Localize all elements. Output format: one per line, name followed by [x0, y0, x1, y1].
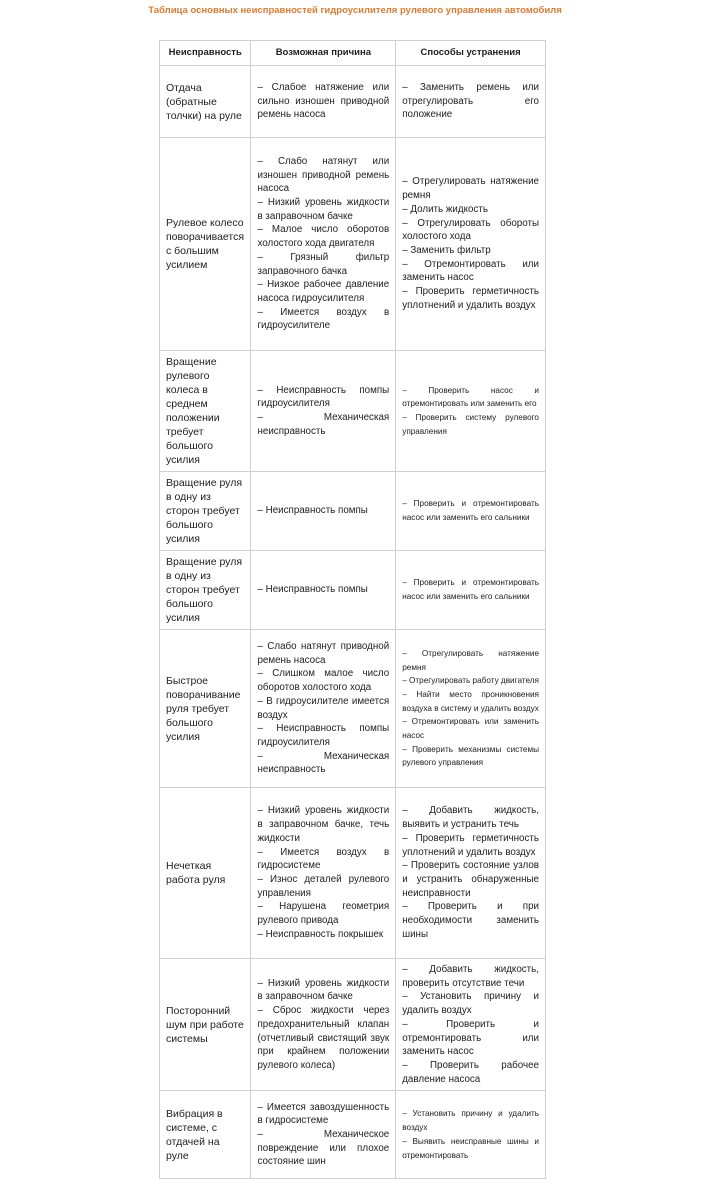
- fault-cell: Вращение рулевого колеса в среднем положении требует большого усилия: [160, 351, 251, 472]
- cause-line: – Имеется воздух в гидросистеме: [257, 846, 390, 872]
- fix-cell: [396, 630, 546, 788]
- fix-line: – Проверить и при необходимости заменить шины: [402, 901, 539, 940]
- header-cause: Возможная причина: [251, 41, 396, 66]
- fix-line: – Отрегулировать натяжение ремня: [402, 648, 539, 672]
- fix-line: – Отрегулировать натяжение ремня: [402, 176, 539, 202]
- fix-line: – Проверить и отремонтировать насос или заменить его сальники: [402, 578, 539, 601]
- fault-cell: Посторонний шум при работе системы: [160, 959, 251, 1091]
- cause-line: – Имеется воздух в гидроусилителе: [257, 306, 390, 332]
- cause-line: – В гидроусилителе имеется воздух: [257, 695, 390, 721]
- cause-line: – Грязный фильтр заправочного бачка: [257, 251, 390, 277]
- cause-line: – Неисправность помпы: [257, 584, 368, 596]
- fix-line: – Заменить фильтр: [402, 245, 491, 256]
- cause-cell: [251, 959, 396, 1091]
- table-row: [160, 1091, 546, 1179]
- fault-cell: Рулевое колесо поворачивается с большим усилием: [160, 138, 251, 351]
- cause-line: – Низкое рабочее давление насоса гидроусилителя: [257, 279, 390, 304]
- fix-line: – Добавить жидкость, выявить и устранить течь: [402, 805, 539, 831]
- fault-cell: Вибрация в системе, с отдачей на руле: [160, 1091, 251, 1179]
- fix-line: – Проверить герметичность уплотнений и удалить воздух: [402, 832, 539, 858]
- table-row: [160, 66, 546, 138]
- cause-line: – Механическая неисправность: [257, 412, 390, 437]
- cause-line: – Имеется завоздушенность в гидросистеме: [257, 1101, 390, 1127]
- fix-line: – Добавить жидкость, проверить отсутствие течи: [402, 964, 539, 989]
- fix-line: – Выявить неисправные шины и отремонтировать: [402, 1136, 539, 1160]
- fix-line: – Проверить и отремонтировать насос или заменить его сальники: [402, 499, 539, 522]
- cause-cell: [251, 66, 396, 138]
- fix-line: – Проверить рабочее давление насоса: [402, 1059, 539, 1085]
- cause-line: – Слабое натяжение или сильно изношен приводной ремень насоса: [257, 81, 390, 121]
- fix-cell: [396, 788, 546, 959]
- cause-cell: [251, 551, 396, 630]
- fix-line: – Проверить и отремонтировать или заменить насос: [402, 1018, 539, 1058]
- table-row: [160, 472, 546, 551]
- table-row: [160, 788, 546, 959]
- fix-line: – Долить жидкость: [402, 203, 488, 215]
- cause-cell: [251, 1091, 396, 1179]
- fix-line: – Проверить герметичность уплотнений и удалить воздух: [402, 286, 539, 311]
- cause-cell: [251, 630, 396, 788]
- cause-line: – Неисправность помпы: [257, 505, 368, 517]
- fault-cell: Нечеткая работа руля: [160, 788, 251, 959]
- cause-line: – Малое число оборотов холостого хода двигателя: [257, 224, 390, 250]
- cause-line: – Низкий уровень жидкости в заправочном бачке, течь жидкости: [257, 805, 390, 844]
- fix-line: – Установить причину и удалить воздух: [402, 991, 539, 1017]
- cause-cell: [251, 472, 396, 551]
- header-fix: Способы устранения: [396, 41, 546, 66]
- fault-cell: Отдача (обратные толчки) на руле: [160, 66, 251, 138]
- header-fault: Неисправность: [160, 41, 251, 66]
- table-row: [160, 959, 546, 1091]
- fix-line: – Отремонтировать или заменить насос: [402, 258, 539, 284]
- fix-cell: [396, 959, 546, 1091]
- cause-line: – Механическое повреждение или плохое состояние шин: [257, 1128, 390, 1168]
- fix-line: – Проверить механизмы системы рулевого управления: [402, 744, 539, 768]
- table-header-row: [160, 41, 546, 66]
- fix-line: – Проверить состояние узлов и устранить обнаруженные неисправности: [402, 860, 539, 899]
- fix-cell: [396, 138, 546, 351]
- fix-cell: [396, 351, 546, 472]
- fault-cell: Вращение руля в одну из сторон требует большого усилия: [160, 472, 251, 551]
- cause-line: – Нарушена геометрия рулевого привода: [257, 901, 390, 927]
- fault-cell: Быстрое поворачивание руля требует большого усилия: [160, 630, 251, 788]
- fix-line: – Отрегулировать работу двигателя: [402, 676, 539, 686]
- fix-cell: [396, 1091, 546, 1179]
- cause-line: – Неисправность покрышек: [257, 928, 384, 940]
- cause-cell: [251, 788, 396, 959]
- faults-table: [159, 40, 546, 1179]
- page-title: Таблица основных неисправностей гидроусилителя рулевого управления автомобиля: [148, 5, 562, 16]
- table-row: [160, 551, 546, 630]
- fix-line: – Найти место проникновения воздуха в систему и удалить воздух: [402, 689, 539, 713]
- cause-line: – Сброс жидкости через предохранительный клапан (отчетливый свистящий звук при крайнем положении рулевого колеса): [257, 1005, 390, 1071]
- fault-cell: Вращение руля в одну из сторон требует большого усилия: [160, 551, 251, 630]
- cause-line: – Низкий уровень жидкости в заправочном бачке: [257, 197, 390, 222]
- cause-line: – Слабо натянут или изношен приводной ремень насоса: [257, 155, 390, 195]
- fix-line: – Установить причину и удалить воздух: [402, 1109, 539, 1133]
- fix-cell: [396, 472, 546, 551]
- table-row: [160, 630, 546, 788]
- cause-cell: [251, 351, 396, 472]
- cause-line: – Неисправность помпы гидроусилителя: [257, 384, 390, 410]
- fix-line: – Заменить ремень или отрегулировать его положение: [402, 81, 539, 121]
- cause-cell: [251, 138, 396, 351]
- fix-line: – Проверить систему рулевого управления: [402, 413, 539, 436]
- fix-line: – Отремонтировать или заменить насос: [402, 717, 539, 741]
- table-row: [160, 138, 546, 351]
- cause-line: – Неисправность помпы гидроусилителя: [257, 723, 390, 748]
- fix-line: – Проверить насос и отремонтировать или заменить его: [402, 385, 539, 409]
- cause-line: – Износ деталей рулевого управления: [257, 874, 390, 899]
- table-row: [160, 351, 546, 472]
- cause-line: – Слабо натянут приводной ремень насоса: [257, 640, 390, 666]
- fix-line: – Отрегулировать обороты холостого хода: [402, 217, 539, 243]
- fix-cell: [396, 66, 546, 138]
- cause-line: – Низкий уровень жидкости в заправочном бачке: [257, 977, 390, 1003]
- cause-line: – Механическая неисправность: [257, 750, 390, 776]
- fix-cell: [396, 551, 546, 630]
- cause-line: – Слишком малое число оборотов холостого хода: [257, 668, 390, 694]
